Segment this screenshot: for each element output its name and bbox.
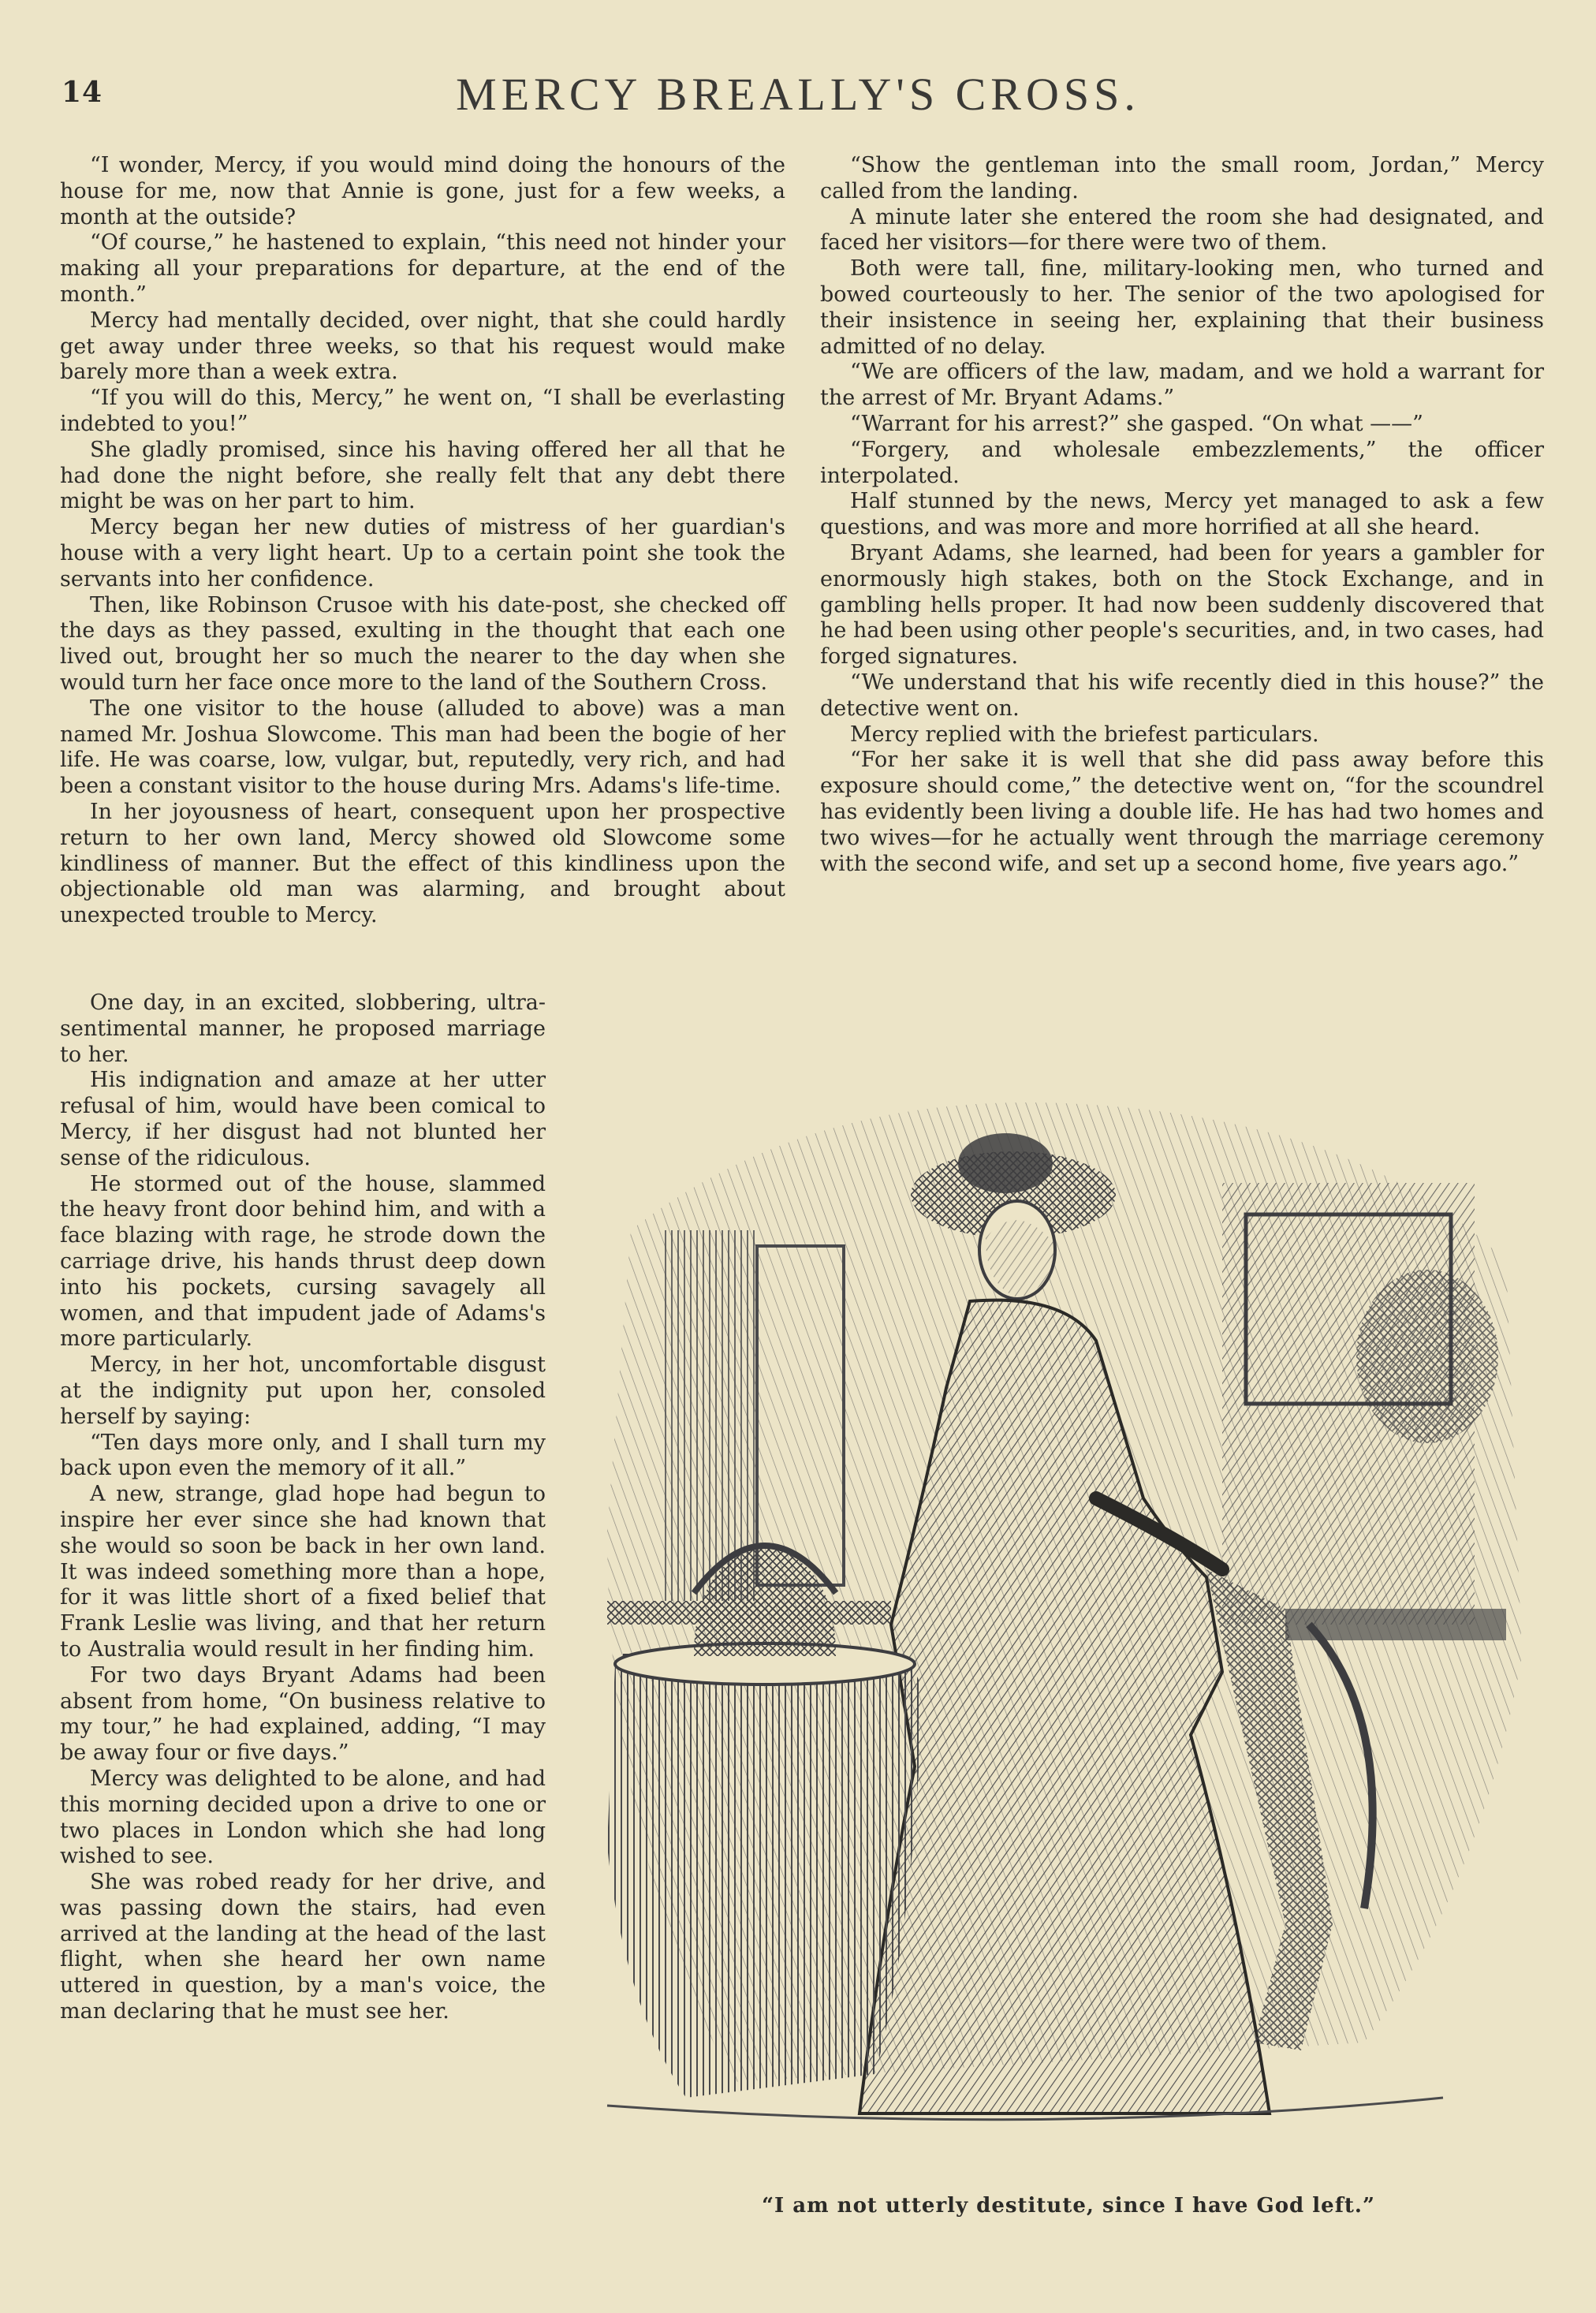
paragraph: Mercy was delighted to be alone, and had this morning decided upon a drive to one or two places in London which she had long wished to see. (60, 1766, 546, 1869)
paragraph: For two days Bryant Adams had been absent from home, “On business relative to my tour,” he had explained, adding, “I may be away four or five days.” (60, 1662, 546, 1766)
paragraph: Mercy, in her hot, uncomfortable disgust at the indignity put upon her, consoled herself by saying: (60, 1352, 546, 1429)
window-frame (662, 1230, 757, 1601)
paragraph: In her joyousness of heart, consequent upon her prospective return to her own land, Mercy showed old Slowcome some kindliness of manner. But the effect of this kindliness upon the objectionable old man was alarming, and brought about unexpected trouble to Mercy. (60, 799, 785, 928)
paragraph: Mercy had mentally decided, over night, that she could hardly get away under three weeks, so that his request would make barely more than a week extra. (60, 308, 785, 385)
paragraph: His indignation and amaze at her utter refusal of him, would have been comical to Mercy, if her disgust had not blunted her sense of the ridiculous. (60, 1068, 546, 1170)
paragraph: Mercy began her new duties of mistress of her guardian's house with a very light heart. Up to a certain point she took the servants into her confidence. (60, 515, 785, 591)
paragraph: A new, strange, glad hope had begun to inspire her ever since she had known that she would so soon be back in her own land. It was indeed something more than a hope, for it was little short of a fixed belief that Frank Leslie was living, and that her return to Australia would result in her finding him. (60, 1482, 546, 1662)
paragraph: She was robed ready for her drive, and was passing down the stairs, had even arrived at the landing at the head of the last flight, when she heard her own name uttered in question, by a man's voice, the man declaring that he must see her. (60, 1870, 546, 2024)
paragraph: “We understand that his wife recently died in this house?” the detective went on. (820, 670, 1544, 721)
paragraph: Both were tall, fine, military-looking men, who turned and bowed courteously to her. The senior of the two apologised for their insistence in seeing her, explaining that their business admitted of no delay. (820, 256, 1544, 359)
paragraph: “If you will do this, Mercy,” he went on, “I shall be everlasting indebted to you!” (60, 386, 785, 436)
left-column-narrow (60, 990, 546, 2025)
paragraph: Bryant Adams, she learned, had been for years a gambler for enormously high stakes, both on the Stock Exchange, and in gambling hells proper. It had now been suddenly discovered that he had been using other people's securities, and, in two cases, had forged signatures. (820, 540, 1544, 670)
paragraph: Mercy replied with the briefest particulars. (850, 722, 1319, 747)
paragraph: “Forgery, and wholesale embezzlements,” the officer interpolated. (820, 437, 1544, 488)
paragraph: “Of course,” he hastened to explain, “this need not hinder your making all your preparations for departure, at the end of the month.” (60, 230, 785, 307)
paragraph: He stormed out of the house, slammed the heavy front door behind him, and with a face blazing with rage, he strode down the carriage drive, his hands thrust deep down into his pockets, cursing savagely all women, and that impudent jade of Adams's more particularly. (60, 1171, 546, 1352)
paragraph: She gladly promised, since his having offered her all that he had done the night before, she really felt that any debt there might be was on her part to him. (60, 437, 785, 514)
paragraph: Then, like Robinson Crusoe with his date-post, she checked off the days as they passed, exulting in the thought that each one lived out, brought her so much the nearer to the day when she would turn her face once more to the land of the Southern Cross. (60, 592, 785, 695)
running-title: MERCY BREALLY'S CROSS. (456, 69, 1140, 120)
paragraph: One day, in an excited, slobbering, ultra-sentimental manner, he proposed marriage to her. (60, 990, 546, 1067)
paragraph: Half stunned by the news, Mercy yet managed to ask a few questions, and was more and more horrified at all she heard. (820, 489, 1544, 540)
paragraph: “Show the gentleman into the small room, Jordan,” Mercy called from the landing. (820, 153, 1544, 203)
page-number: 14 (62, 76, 103, 109)
flower-vase (1356, 1270, 1498, 1443)
paragraph: “I wonder, Mercy, if you would mind doing the honours of the house for me, now that Annie is gone, just for a few weeks, a month at the outside? (60, 153, 785, 229)
left-column-top (60, 153, 785, 929)
paragraph: “For her sake it is well that she did pass away before this exposure should come,” the detective went on, “for the scoundrel has evidently been living a double life. He has had two homes and two wives—for he actually went through the marriage ceremony with the second wife, and set up a second home, five years ago.” (820, 748, 1544, 876)
right-column-top (820, 153, 1544, 877)
paragraph: The one visitor to the house (alluded to above) was a man named Mr. Joshua Slowcome. This man had been the bogie of her life. He was coarse, low, vulgar, but, reputedly, very rich, and had been a constant visitor to the house during Mrs. Adams's life-time. (60, 696, 785, 799)
paragraph: “Warrant for his arrest?” she gasped. “On what ——” (850, 411, 1423, 436)
table-cloth (607, 1646, 923, 2098)
paragraph: “Ten days more only, and I shall turn my back upon even the memory of it all.” (60, 1430, 546, 1481)
paragraph: A minute later she entered the room she had designated, and faced her visitors—for there were two of them. (820, 204, 1544, 256)
paragraph: “We are officers of the law, madam, and we hold a warrant for the arrest of Mr. Bryant Adams.” (820, 360, 1544, 411)
illustration-caption: “I am not utterly destitute, since I have God left.” (762, 2194, 1375, 2218)
engraving-illustration (576, 1057, 1561, 2153)
